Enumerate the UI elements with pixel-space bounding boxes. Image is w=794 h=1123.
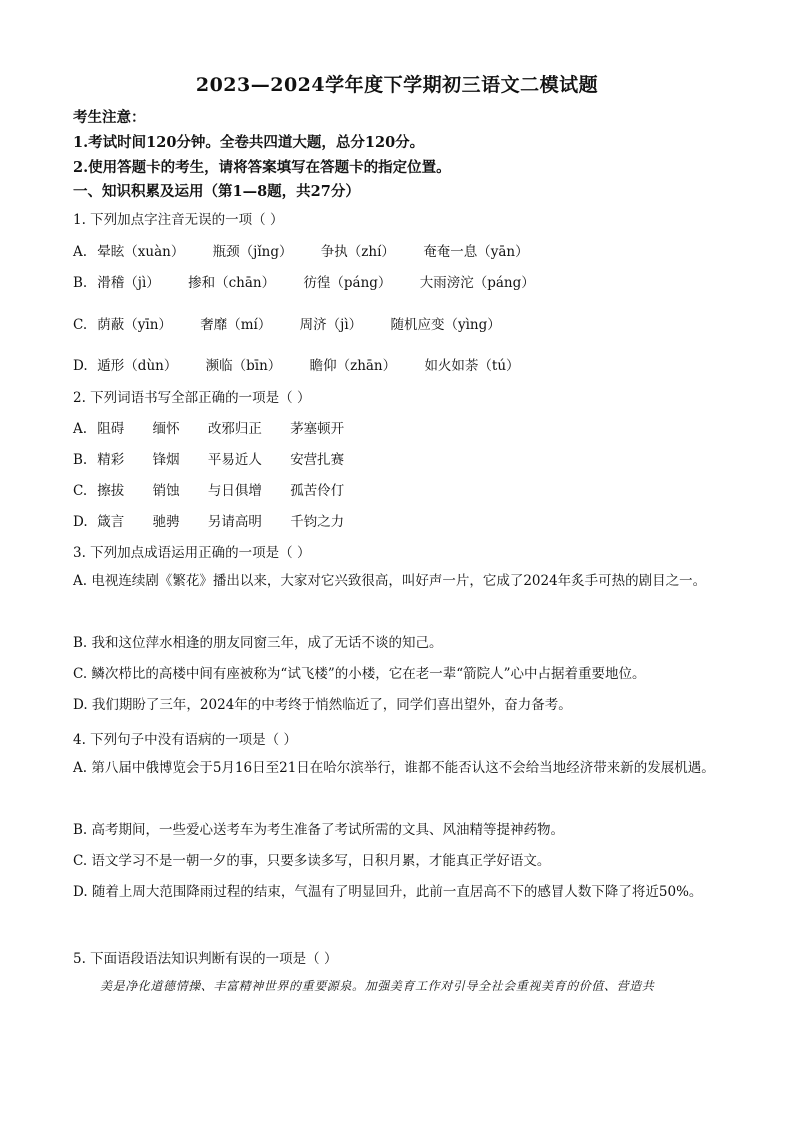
q3-option-d: D. 我们期盼了三年，2024年的中考终于悄然临近了，同学们喜出望外，奋力备考。: [73, 697, 572, 713]
q2-option-d: [73, 510, 368, 530]
q5-stem: 5. 下面语段语法知识判断有误的一项是（ ）: [73, 951, 338, 967]
option-item: 遁形（dùn）: [97, 358, 178, 374]
option-item: 改邪归正: [207, 421, 262, 437]
option-item: 随机应变（yìng）: [390, 317, 501, 333]
option-label: D.: [73, 514, 88, 530]
option-label: C.: [73, 317, 88, 333]
option-item: 阻碍: [97, 421, 125, 437]
option-item: 擦拔: [97, 483, 125, 499]
option-item: 销蚀: [152, 483, 180, 499]
q2-option-a: [73, 417, 368, 437]
option-item: 瞻仰（zhān）: [309, 358, 397, 374]
option-item: 争执（zhí）: [320, 244, 395, 260]
q4-option-c: C. 语文学习不是一朝一夕的事，只要多读多写，日积月累，才能真正学好语文。: [73, 853, 551, 869]
option-item: 瓶颈（jǐng）: [212, 244, 293, 260]
q4-option-d: D. 随着上周大范围降雨过程的结束，气温有了明显回升，此前一直居高不下的感冒人数下降了将近50%。: [73, 884, 703, 900]
option-item: 缅怀: [152, 421, 180, 437]
q2-option-b: [73, 448, 368, 468]
option-item: 驰骋: [152, 514, 180, 530]
option-item: 奄奄一息（yān）: [423, 244, 529, 260]
option-item: 滑稽（jì）: [97, 275, 160, 291]
option-label: B.: [73, 275, 88, 291]
q2-option-c: [73, 479, 368, 499]
option-label: C.: [73, 483, 88, 499]
q2-stem: 2. 下列词语书写全部正确的一项是（ ）: [73, 390, 311, 406]
notice-heading: 考生注意：: [73, 109, 146, 126]
option-item: 荫蔽（yīn）: [97, 317, 172, 333]
option-item: 平易近人: [207, 452, 262, 468]
option-item: 安营扎赛: [290, 452, 345, 468]
q4-stem: 4. 下列句子中没有语病的一项是（ ）: [73, 732, 297, 748]
q1-option-b: [73, 271, 559, 291]
q1-stem: 1. 下列加点字注音无误的一项（ ）: [73, 212, 284, 228]
q1-option-a: [73, 240, 553, 260]
option-item: 掺和（chān）: [188, 275, 276, 291]
option-item: 与日俱增: [207, 483, 262, 499]
option-item: 晕眩（xuàn）: [97, 244, 185, 260]
notice-line-2: 2.使用答题卡的考生，请将答案填写在答题卡的指定位置。: [73, 159, 451, 176]
q3-option-b: B. 我和这位萍水相逢的朋友同窗三年，成了无话不谈的知己。: [73, 635, 443, 651]
q3-stem: 3. 下列加点成语运用正确的一项是（ ）: [73, 545, 311, 561]
q4-option-a: A. 第八届中俄博览会于5月16日至21日在哈尔滨举行，谁都不能否认这不会给当地经济带来新的发展机遇。: [73, 760, 715, 776]
q3-option-a: A. 电视连续剧《繁花》播出以来，大家对它兴致很高，叫好声一片，它成了2024年炙手可热的剧目之一。: [73, 573, 707, 589]
option-item: 大雨滂沱（páng）: [419, 275, 535, 291]
option-item: 锋烟: [152, 452, 180, 468]
option-item: 千钧之力: [290, 514, 345, 530]
option-item: 彷徨（páng）: [303, 275, 392, 291]
q3-option-c: C. 鳞次栉比的高楼中间有座被称为“试飞楼”的小楼，它在老一辈“箭院人”心中占据着重要地位。: [73, 666, 646, 682]
option-label: B.: [73, 452, 88, 468]
option-item: 箴言: [97, 514, 125, 530]
option-item: 濒临（bīn）: [205, 358, 282, 374]
q5-passage: 美是净化道德情操、丰富精神世界的重要源泉。加强美育工作对引导全社会重视美育的价值、营造共: [100, 979, 655, 993]
q1-option-d: [73, 354, 544, 374]
option-item: 精彩: [97, 452, 125, 468]
option-item: 如火如荼（tú）: [424, 358, 520, 374]
option-item: 孤苦伶仃: [290, 483, 345, 499]
option-item: 茅塞顿开: [290, 421, 345, 437]
option-item: 奢靡（mí）: [200, 317, 272, 333]
page-title: 2023—2024学年度下学期初三语文二模试题: [195, 74, 599, 96]
option-label: A.: [73, 421, 88, 437]
section-heading-1: 一、知识积累及运用（第1—8题，共27分）: [73, 183, 360, 200]
notice-line-1: 1.考试时间120分钟。全卷共四道大题，总分120分。: [73, 134, 425, 151]
q1-option-c: [73, 313, 525, 333]
option-item: 另请高明: [207, 514, 262, 530]
q4-option-b: B. 高考期间，一些爱心送考车为考生准备了考试所需的文具、风油精等提神药物。: [73, 822, 565, 838]
option-label: A.: [73, 244, 88, 260]
option-item: 周济（jì）: [299, 317, 363, 333]
option-label: D.: [73, 358, 88, 374]
